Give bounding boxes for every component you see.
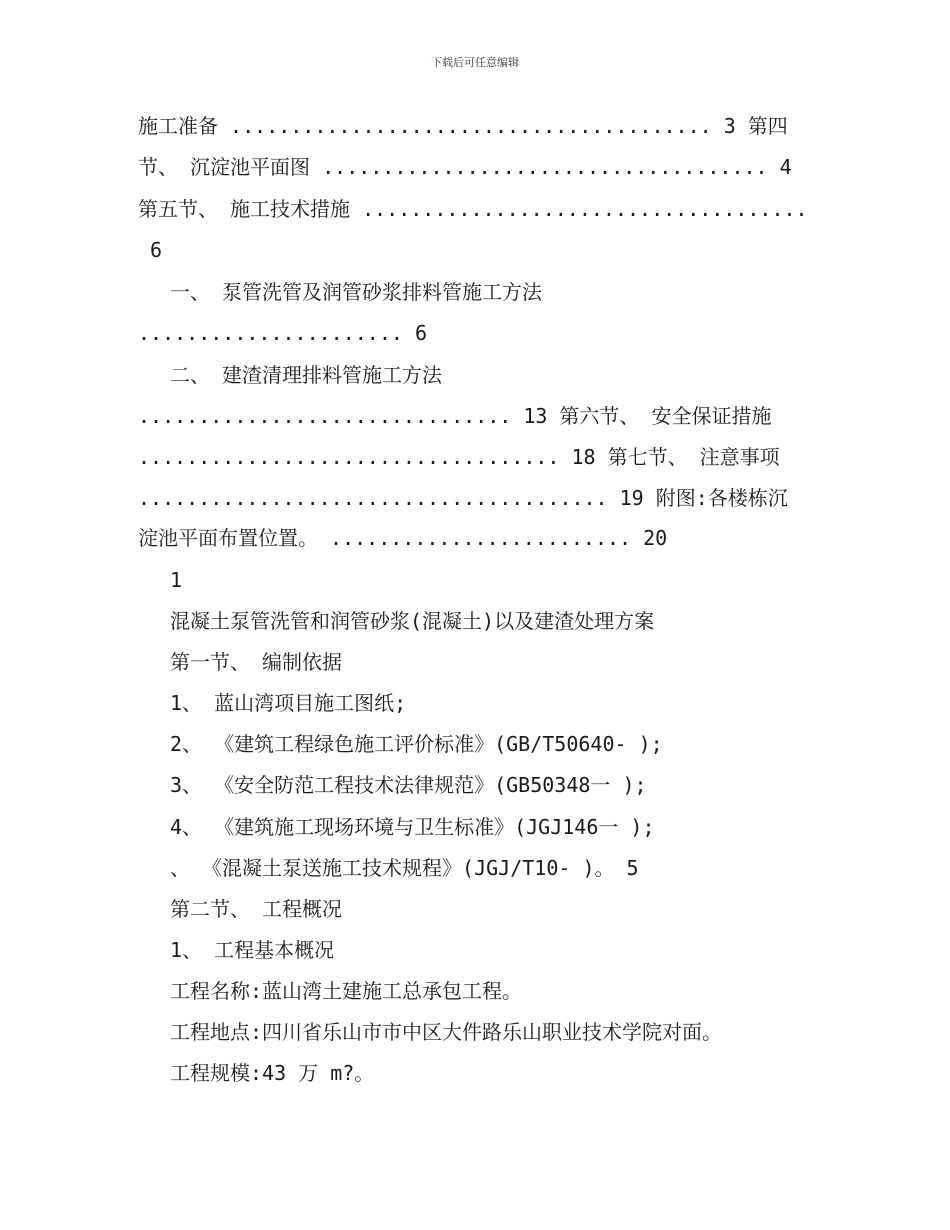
list-item: 、 《混凝土泵送施工技术规程》(JGJ/T10- )。 5: [170, 856, 639, 880]
toc-line: 施工准备 ........................................ 3 第四: [138, 114, 788, 138]
toc-line: ....................................... 19 附图:各楼栋沉: [138, 486, 788, 510]
page-header-note: 下载后可任意编辑: [431, 56, 519, 69]
list-item: 1、 蓝山湾项目施工图纸;: [170, 691, 407, 715]
toc-line: ...................... 6: [138, 321, 427, 345]
subsection-heading: 1、 工程基本概况: [170, 938, 335, 962]
toc-line: 一、 泵管洗管及润管砂浆排料管施工方法: [170, 280, 543, 304]
list-item: 2、 《建筑工程绿色施工评价标准》(GB/T50640- );: [170, 732, 663, 756]
toc-line: ............................... 13 第六节、 安全保证措施: [138, 404, 772, 428]
toc-line: 二、 建渣清理排料管施工方法: [170, 363, 443, 387]
section-heading: 第一节、 编制依据: [170, 650, 343, 674]
toc-line: ................................... 18 第七节、 注意事项: [138, 445, 780, 469]
section-heading: 第二节、 工程概况: [170, 897, 343, 921]
paragraph: 工程规模:43 万 m?。: [170, 1061, 375, 1085]
list-item: 3、 《安全防范工程技术法律规范》(GB50348一 );: [170, 773, 647, 797]
paragraph: 工程地点:四川省乐山市市中区大件路乐山职业技术学院对面。: [170, 1020, 723, 1044]
toc-line: 节、 沉淀池平面图 ..................................... 4: [138, 155, 792, 179]
toc-line: 6: [138, 238, 163, 262]
toc-line: 第五节、 施工技术措施 .....................................: [138, 197, 808, 221]
toc-line: 淀池平面布置位置。 ......................... 20: [138, 526, 668, 550]
paragraph: 工程名称:蓝山湾土建施工总承包工程。: [170, 979, 523, 1003]
list-item: 4、 《建筑施工现场环境与卫生标准》(JGJ146一 );: [170, 815, 655, 839]
page-number: 1: [170, 568, 183, 592]
document-title: 混凝土泵管洗管和润管砂浆(混凝土)以及建渣处理方案: [170, 609, 655, 633]
